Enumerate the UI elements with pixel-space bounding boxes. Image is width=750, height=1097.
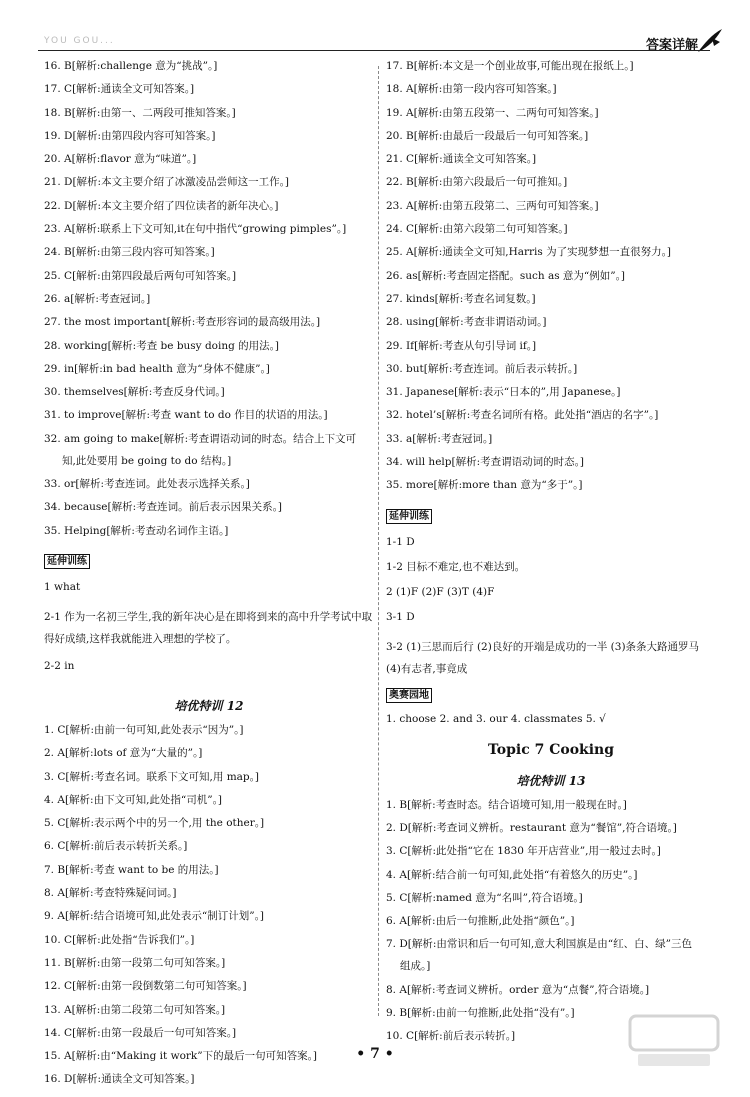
answer-line: 19. D[解析:由第四段内容可知答案。] <box>44 129 216 142</box>
answer-line: 2. D[解析:考查词义辨析。restaurant 意为“餐馆”,符合语境。] <box>386 821 677 834</box>
answer-line: 18. B[解析:由第一、二两段可推知答案。] <box>44 106 236 119</box>
answer-line: 35. more[解析:more than 意为“多于”。] <box>386 479 583 492</box>
page-header <box>0 0 750 56</box>
answer-line: 20. B[解析:由最后一段最后一句可知答案。] <box>386 129 589 142</box>
extension-line: 2 (1)F (2)F (3)T (4)F <box>386 585 495 598</box>
answer-line: 35. Helping[解析:考查动名词作主语。] <box>44 524 229 537</box>
answer-line: 30. themselves[解析:考查反身代词。] <box>44 386 225 399</box>
answer-line: 11. B[解析:由第一段第二句可知答案。] <box>44 956 226 969</box>
answer-line: 32. hotel’s[解析:考查名词所有格。此处指“酒店的名字”。] <box>386 409 659 422</box>
extension-line: 1-2 目标不难定,也不难达到。 <box>386 560 526 573</box>
answer-line: 18. A[解析:由第一段内容可知答案。] <box>386 83 557 96</box>
left-column <box>44 60 374 1097</box>
page-number: • 7 • <box>356 1046 394 1062</box>
answer-line: 30. but[解析:考查连词。前后表示转折。] <box>386 362 578 375</box>
answer-line: 22. B[解析:由第六段最后一句可推知。] <box>386 176 568 189</box>
watermark-icon <box>624 1010 724 1070</box>
answer-line: 7. B[解析:考查 want to be 的用法。] <box>44 863 219 876</box>
answer-line: 5. C[解析:named 意为“名叫”,符合语境。] <box>386 891 583 904</box>
answer-line: 34. will help[解析:考查谓语动词的时态。] <box>386 456 584 469</box>
right-column <box>386 60 716 1054</box>
answer-line: 3. C[解析:考查名词。联系下文可知,用 map。] <box>44 770 259 783</box>
answer-line: 27. kinds[解析:考查名词复数。] <box>386 292 536 305</box>
answer-line: 27. the most important[解析:考查形容词的最高级用法。] <box>44 316 321 329</box>
answer-line: 20. A[解析:flavor 意为“味道”。] <box>44 153 197 166</box>
answer-line: 17. C[解析:通读全文可知答案。] <box>44 83 195 96</box>
answer-line: 12. C[解析:由第一段倒数第二句可知答案。] <box>44 980 247 993</box>
answer-line: 23. A[解析:由第五段第二、三两句可知答案。] <box>386 199 599 212</box>
answer-line: 13. A[解析:由第二段第二句可知答案。] <box>44 1003 226 1016</box>
answer-line: 21. C[解析:通读全文可知答案。] <box>386 153 537 166</box>
quill-icon <box>694 26 724 56</box>
section-title: 培优特训 13 <box>516 773 586 788</box>
answer-line: 4. A[解析:结合前一句可知,此处指“有着悠久的历史”。] <box>386 868 638 881</box>
header-faint-text: YOU GOU... <box>44 36 115 46</box>
header-rule <box>38 50 710 51</box>
answer-line: 5. C[解析:表示两个中的另一个,用 the other。] <box>44 817 265 830</box>
extension-paragraph: 2-1 作为一名初三学生,我的新年决心是在即将到来的高中升学考试中取得好成绩,这样我就能进入理想的学校了。 <box>44 610 373 645</box>
answer-line: 33. or[解析:考查连词。此处表示选择关系。] <box>44 478 250 491</box>
answer-line: 31. to improve[解析:考查 want to do 作目的状语的用法。] <box>44 409 328 422</box>
answer-line: 29. in[解析:in bad health 意为“身体不健康”。] <box>44 362 270 375</box>
answer-line-continued: 知,此处要用 be going to do 结构。] <box>62 454 232 467</box>
extension-paragraph: 3-2 (1)三思而后行 (2)良好的开端是成功的一半 (3)条条大路通罗马 (4)有志者,事竟成 <box>386 640 700 675</box>
watermark-logo <box>624 1010 724 1070</box>
answer-line: 1. B[解析:考查时态。结合语境可知,用一般现在时。] <box>386 798 627 811</box>
answer-line: 16. B[解析:challenge 意为“挑战”。] <box>44 60 218 72</box>
column-divider <box>378 66 379 1016</box>
answer-line: 19. A[解析:由第五段第一、二两句可知答案。] <box>386 106 599 119</box>
answer-line: 6. C[解析:前后表示转折关系。] <box>44 840 188 853</box>
answer-line: 21. D[解析:本文主要介绍了冰激凌品尝师这一工作。] <box>44 176 289 189</box>
header-title: 答案详解 <box>645 38 698 53</box>
section-tag-extension: 延伸训练 <box>386 509 432 524</box>
answer-line: 4. A[解析:由下文可知,此处指“司机”。] <box>44 793 222 806</box>
answer-line: 14. C[解析:由第一段最后一句可知答案。] <box>44 1026 237 1039</box>
section-tag-extension: 延伸训练 <box>44 554 90 569</box>
extension-line: 3-1 D <box>386 610 415 623</box>
answer-line: 1. C[解析:由前一句可知,此处表示“因为”。] <box>44 723 244 736</box>
topic-title: Topic 7 Cooking <box>487 741 615 758</box>
extension-line: 1-1 D <box>386 535 415 548</box>
answer-line: 29. If[解析:考查从句引导词 if。] <box>386 339 537 352</box>
answer-line: 24. B[解析:由第三段内容可知答案。] <box>44 246 215 259</box>
answer-line: 32. am going to make[解析:考查谓语动词的时态。结合上下文可 <box>44 432 357 445</box>
answer-line: 31. Japanese[解析:表示“日本的”,用 Japanese。] <box>386 386 621 399</box>
answer-line: 26. a[解析:考查冠词。] <box>44 292 151 305</box>
answer-line: 23. A[解析:联系上下文可知,it在句中指代“growing pimples”。] <box>44 223 347 236</box>
answer-line: 25. C[解析:由第四段最后两句可知答案。] <box>44 269 237 282</box>
answer-line: 3. C[解析:此处指“它在 1830 年开店营业”,用一般过去时。] <box>386 845 661 858</box>
answer-line: 10. C[解析:前后表示转折。] <box>386 1030 516 1043</box>
answer-line: 17. B[解析:本文是一个创业故事,可能出现在报纸上。] <box>386 60 634 72</box>
answer-line: 22. D[解析:本文主要介绍了四位读者的新年决心。] <box>44 199 279 212</box>
olympic-answers: 1. choose 2. and 3. our 4. classmates 5. √ <box>386 712 606 725</box>
answer-line: 25. A[解析:通读全文可知,Harris 为了实现梦想一直很努力。] <box>386 246 671 259</box>
section-tag-olympic: 奥赛园地 <box>386 688 432 703</box>
answer-line: 16. D[解析:通读全文可知答案。] <box>44 1073 195 1086</box>
answer-line: 8. A[解析:考查词义辨析。order 意为“点餐”,符合语境。] <box>386 983 650 996</box>
answer-line: 15. A[解析:由“Making it work”下的最后一句可知答案。] <box>44 1050 317 1063</box>
answer-line: 8. A[解析:考查特殊疑问词。] <box>44 887 177 900</box>
extension-line: 2-2 in <box>44 659 75 672</box>
extension-line: 1 what <box>44 580 81 593</box>
answer-line-continued: 组成。] <box>400 960 431 973</box>
answer-line: 28. using[解析:考查非谓语动词。] <box>386 316 547 329</box>
answer-line: 28. working[解析:考查 be busy doing 的用法。] <box>44 339 280 352</box>
answer-line: 9. B[解析:由前一句推断,此处指“没有”。] <box>386 1007 575 1020</box>
answer-line: 10. C[解析:此处指“告诉我们”。] <box>44 933 195 946</box>
answer-line: 9. A[解析:结合语境可知,此处表示“制订计划”。] <box>44 910 264 923</box>
answer-line: 26. as[解析:考查固定搭配。such as 意为“例如”。] <box>386 269 626 282</box>
answer-line: 2. A[解析:lots of 意为“大量的”。] <box>44 747 203 760</box>
answer-line: 34. because[解析:考查连词。前后表示因果关系。] <box>44 501 282 514</box>
answer-line: 33. a[解析:考查冠词。] <box>386 432 493 445</box>
section-title: 培优特训 12 <box>174 698 244 713</box>
answer-line: 24. C[解析:由第六段第二句可知答案。] <box>386 223 568 236</box>
answer-line: 7. D[解析:由常识和后一句可知,意大利国旗是由“红、白、绿”三色 <box>386 938 692 951</box>
answer-line: 6. A[解析:由后一句推断,此处指“颜色”。] <box>386 915 575 928</box>
